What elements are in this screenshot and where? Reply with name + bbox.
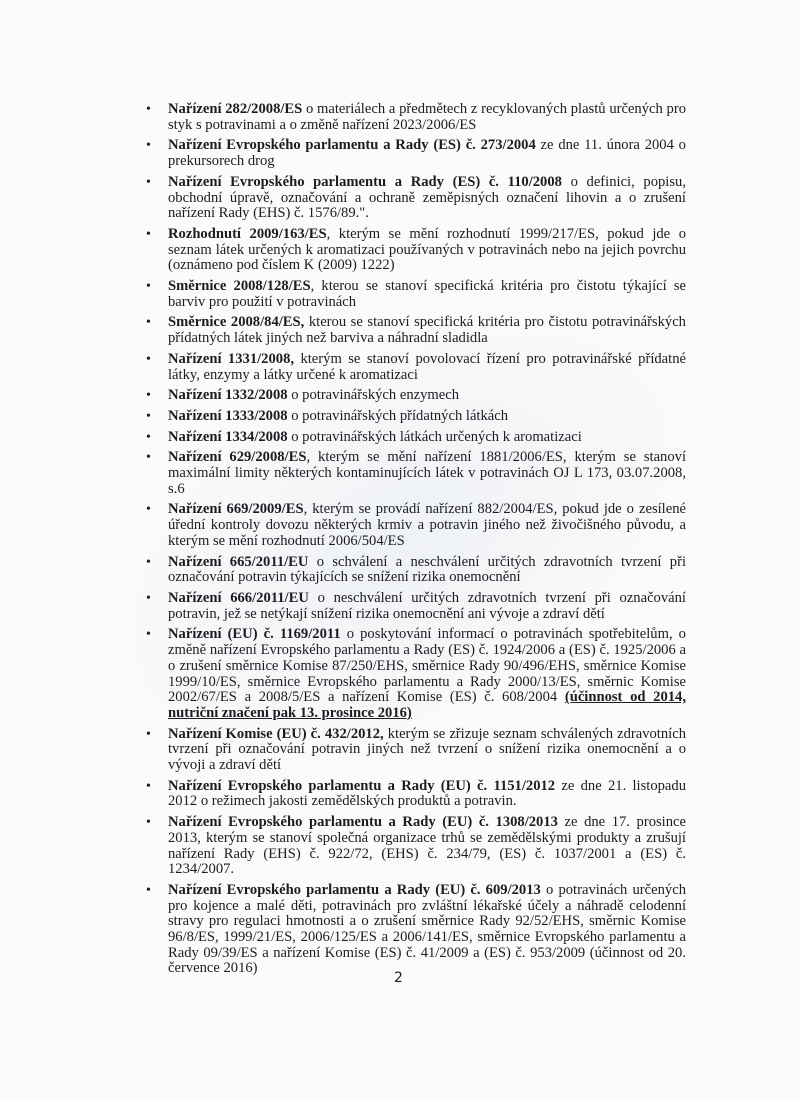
regulation-description: o schválení a neschválení určitých zdravotních tvrzení při označování potravin týkajících se snížení rizika onemocnění [168, 553, 686, 586]
regulation-item [146, 727, 686, 774]
effective-date-note: (účinnost od 2014, nutriční značení pak 13. prosince 2016) [168, 689, 686, 721]
regulation-title: Směrnice 2008/128/ES [168, 278, 311, 295]
regulation-title: Nařízení 1333/2008 [168, 407, 288, 424]
regulation-description: kterou se stanoví specifická kritéria pro čistotu potravinářských přídatných látek jiných než barviva a náhradní sladidla [168, 314, 686, 347]
page-number: 2 [394, 970, 403, 986]
regulation-description: o neschválení určitých zdravotních tvrzení při označování potravin, jež se netýkají snížení rizika onemocnění ani vývoje a zdraví dětí [168, 589, 686, 622]
regulation-item [146, 352, 686, 383]
regulation-description: , kterým se mění rozhodnutí 1999/217/ES, pokud jde o seznam látek určených k aromatizaci používaných v potravinách nebo na jejich povrchu (oznámeno pod číslem K (2009) 1222) [168, 225, 686, 274]
bullet-icon: • [146, 815, 151, 831]
regulation-title: Nařízení Evropského parlamentu a Rady (ES) č. 273/2004 [168, 137, 536, 154]
regulation-item [146, 102, 686, 133]
regulation-item [146, 555, 686, 586]
bullet-icon: • [146, 315, 151, 331]
bullet-icon: • [146, 351, 151, 367]
regulation-item [146, 409, 686, 425]
regulation-title: Nařízení 666/2011/EU [168, 589, 309, 606]
bullet-icon: • [146, 408, 151, 424]
regulation-title: Nařízení (EU) č. 1169/2011 [168, 626, 341, 643]
regulation-item [146, 779, 686, 810]
regulation-description: , kterým se provádí nařízení 882/2004/ES, pokud jde o zesílené úřední kontroly dovozu některých krmiv a potravin jiného než živočišného původu, a kterým se mění rozhodnutí 2006/504/ES [168, 501, 686, 549]
bullet-icon: • [146, 778, 151, 794]
regulation-item [146, 138, 686, 169]
bullet-icon: • [146, 502, 151, 518]
regulation-description: ze dne 21. listopadu 2012 o režimech jakosti zemědělských produktů a potravin. [168, 777, 687, 810]
bullet-icon: • [146, 174, 151, 190]
regulation-item [146, 450, 686, 497]
regulation-title: Nařízení Evropského parlamentu a Rady (EU) č. 1151/2012 [168, 777, 556, 794]
regulation-description: , kterou se stanoví specifická kritéria pro čistotu týkající se barviv pro použití v potravinách [168, 278, 686, 310]
bullet-icon: • [146, 590, 151, 606]
bullet-icon: • [146, 388, 151, 404]
regulation-title: Rozhodnutí 2009/163/ES [168, 225, 327, 242]
regulation-description: o poskytování informací o potravinách spotřebitelům, o změně nařízení Evropského parlamentu a Rady (ES) č. 1924/2006 a (ES) č. 1925/2006 a o zrušení směrnice Komise 87/250/EHS, směrnice Rady 90/496/EHS, směrnice Komise 1999/10/ES, směrnice Evropského parlamentu a Rady 2000/13/ES, směrnic Komise 2002/67/ES a 2008/5/ES a nařízení Komise (ES) č. 608/2004 [168, 626, 686, 706]
regulation-description: ze dne 11. února 2004 o prekursorech drog [168, 137, 686, 170]
regulation-item [146, 175, 686, 222]
regulation-item [146, 279, 686, 310]
regulation-item [146, 315, 686, 346]
bullet-icon: • [146, 226, 151, 242]
regulation-item [146, 591, 686, 622]
regulation-title: Nařízení Evropského parlamentu a Rady (EU) č. 609/2013 [168, 881, 541, 898]
bullet-icon: • [146, 627, 151, 643]
regulation-item [146, 883, 686, 977]
regulation-item [146, 227, 686, 274]
regulation-list [146, 102, 686, 982]
bullet-icon: • [146, 554, 151, 570]
regulation-title: Nařízení 669/2009/ES [168, 501, 304, 518]
regulation-title: Nařízení 665/2011/EU [168, 553, 309, 570]
bullet-icon: • [146, 279, 151, 295]
bullet-icon: • [146, 450, 151, 466]
bullet-icon: • [146, 138, 151, 154]
regulation-title: Nařízení 1334/2008 [168, 428, 288, 445]
regulation-title: Nařízení 282/2008/ES [168, 101, 303, 117]
regulation-description: o potravinářských přídatných látkách [287, 407, 509, 424]
bullet-icon: • [146, 882, 151, 898]
regulation-title: Nařízení Komise (EU) č. 432/2012, [168, 725, 384, 742]
regulation-title: Směrnice 2008/84/ES, [168, 314, 305, 331]
regulation-description: o potravinářských látkách určených k aromatizaci [287, 428, 582, 445]
regulation-description: o potravinářských enzymech [287, 387, 459, 404]
regulation-item [146, 627, 686, 721]
regulation-description: kterým se stanoví povolovací řízení pro potravinářské přídatné látky, enzymy a látky určené k aromatizaci [168, 350, 686, 383]
regulation-title: Nařízení Evropského parlamentu a Rady (ES) č. 110/2008 [168, 173, 562, 190]
regulation-title: Nařízení 1331/2008, [168, 350, 295, 367]
regulation-title: Nařízení 629/2008/ES [168, 449, 307, 466]
bullet-icon: • [146, 726, 151, 742]
regulation-description: o materiálech a předmětech z recyklovaných plastů určených pro styk s potravinami a o změně nařízení 2023/2006/ES [168, 101, 686, 133]
bullet-icon: • [146, 429, 151, 445]
regulation-description: o potravinách určených pro kojence a malé děti, potravinách pro zvláštní lékařské účely a náhradě celodenní stravy pro regulaci hmotnosti a o zrušení směrnice Rady 92/52/EHS, směrnic Komise 96/8/ES, 1999/21/ES, 2006/125/ES a 2006/141/ES, směrnice Evropského parlamentu a Rady 09/39/ES a nařízení Komise (ES) č. 41/2009 a (ES) č. 953/2009 (účinnost od 20. července 2016) [168, 881, 686, 977]
regulation-item [146, 815, 686, 878]
regulation-item [146, 502, 686, 549]
regulation-description: , kterým se mění nařízení 1881/2006/ES, kterým se stanoví maximální limity některých kontaminujících látek v potravinách OJ L 173, 03.07.2008, s.6 [168, 449, 686, 497]
regulation-title: Nařízení 1332/2008 [168, 387, 288, 404]
regulation-description: ze dne 17. prosince 2013, kterým se stanoví společná organizace trhů se zemědělskými produkty a zrušují nařízení Rady (EHS) č. 922/72, (EHS) č. 234/79, (ES) č. 1037/2001 a (ES) č. 1234/2007. [168, 814, 686, 878]
regulation-description: o definici, popisu, obchodní úpravě, označování a ochraně zeměpisných označení lihovin a o zrušení nařízení Rady (EHS) č. 1576/89.". [168, 173, 686, 222]
regulation-title: Nařízení Evropského parlamentu a Rady (EU) č. 1308/2013 [168, 814, 558, 831]
regulation-item [146, 388, 686, 404]
regulation-description: kterým se zřizuje seznam schválených zdravotních tvrzení při označování potravin jiných než tvrzení o snížení rizika onemocnění a o vývoji a zdraví dětí [168, 725, 686, 774]
regulation-item [146, 430, 686, 446]
bullet-icon: • [146, 102, 151, 117]
